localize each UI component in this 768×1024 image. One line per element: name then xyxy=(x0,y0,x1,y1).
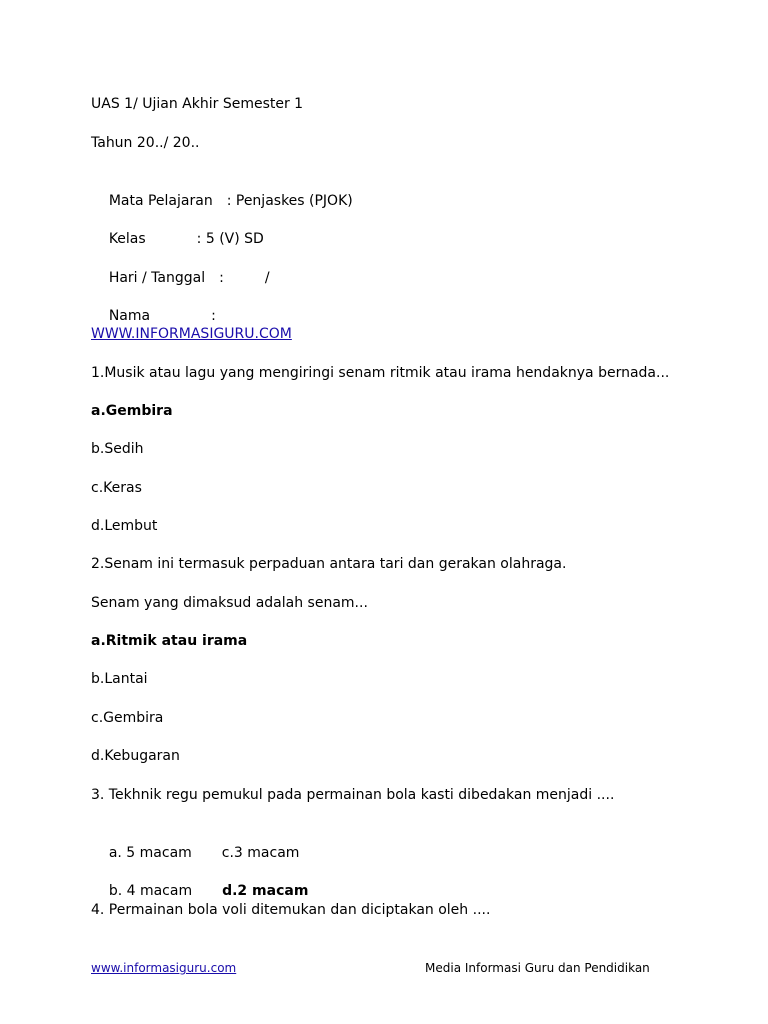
name-colon: : xyxy=(211,308,216,324)
question-1-option-b: b.Sedih xyxy=(91,441,144,457)
footer-link[interactable]: www.informasiguru.com xyxy=(91,961,237,975)
class-value: : 5 (V) SD xyxy=(196,231,264,247)
question-4-text: 4. Permainan bola voli ditemukan dan diciptakan oleh .... xyxy=(91,902,491,918)
question-2-option-d: d.Kebugaran xyxy=(91,748,180,764)
name-label: Nama xyxy=(108,308,151,324)
question-1-option-c: c.Keras xyxy=(91,480,142,496)
subject-label: Mata Pelajaran xyxy=(108,193,213,209)
question-2-text-2: Senam yang dimaksud adalah senam... xyxy=(91,595,368,611)
question-1-option-a: a.Gembira xyxy=(91,403,173,419)
question-2-option-b: b.Lantai xyxy=(91,671,148,687)
footer-text: Media Informasi Guru dan Pendidikan xyxy=(425,961,650,975)
year-line: Tahun 20../ 20.. xyxy=(91,135,200,151)
question-3-option-d: d.2 macam xyxy=(222,883,309,899)
class-label: Kelas xyxy=(108,231,146,247)
exam-title: UAS 1/ Ujian Akhir Semester 1 xyxy=(91,96,304,112)
question-3-option-b: b. 4 macam xyxy=(108,883,193,899)
question-2-text: 2.Senam ini termasuk perpaduan antara tari dan gerakan olahraga. xyxy=(91,556,567,572)
website-link[interactable]: WWW.INFORMASIGURU.COM xyxy=(91,326,292,342)
question-2-option-c: c.Gembira xyxy=(91,710,164,726)
date-slash: / xyxy=(264,270,270,286)
question-3-option-a: a. 5 macam xyxy=(108,845,192,861)
question-3-text: 3. Tekhnik regu pemukul pada permainan bola kasti dibedakan menjadi .... xyxy=(91,787,615,803)
subject-value: : Penjaskes (PJOK) xyxy=(226,193,353,209)
question-1-option-d: d.Lembut xyxy=(91,518,158,534)
question-3-option-c: c.3 macam xyxy=(221,845,300,861)
date-colon: : xyxy=(219,270,224,286)
date-label: Hari / Tanggal xyxy=(108,270,206,286)
question-1-text: 1.Musik atau lagu yang mengiringi senam ritmik atau irama hendaknya bernada... xyxy=(91,365,670,381)
question-2-option-a: a.Ritmik atau irama xyxy=(91,633,248,649)
